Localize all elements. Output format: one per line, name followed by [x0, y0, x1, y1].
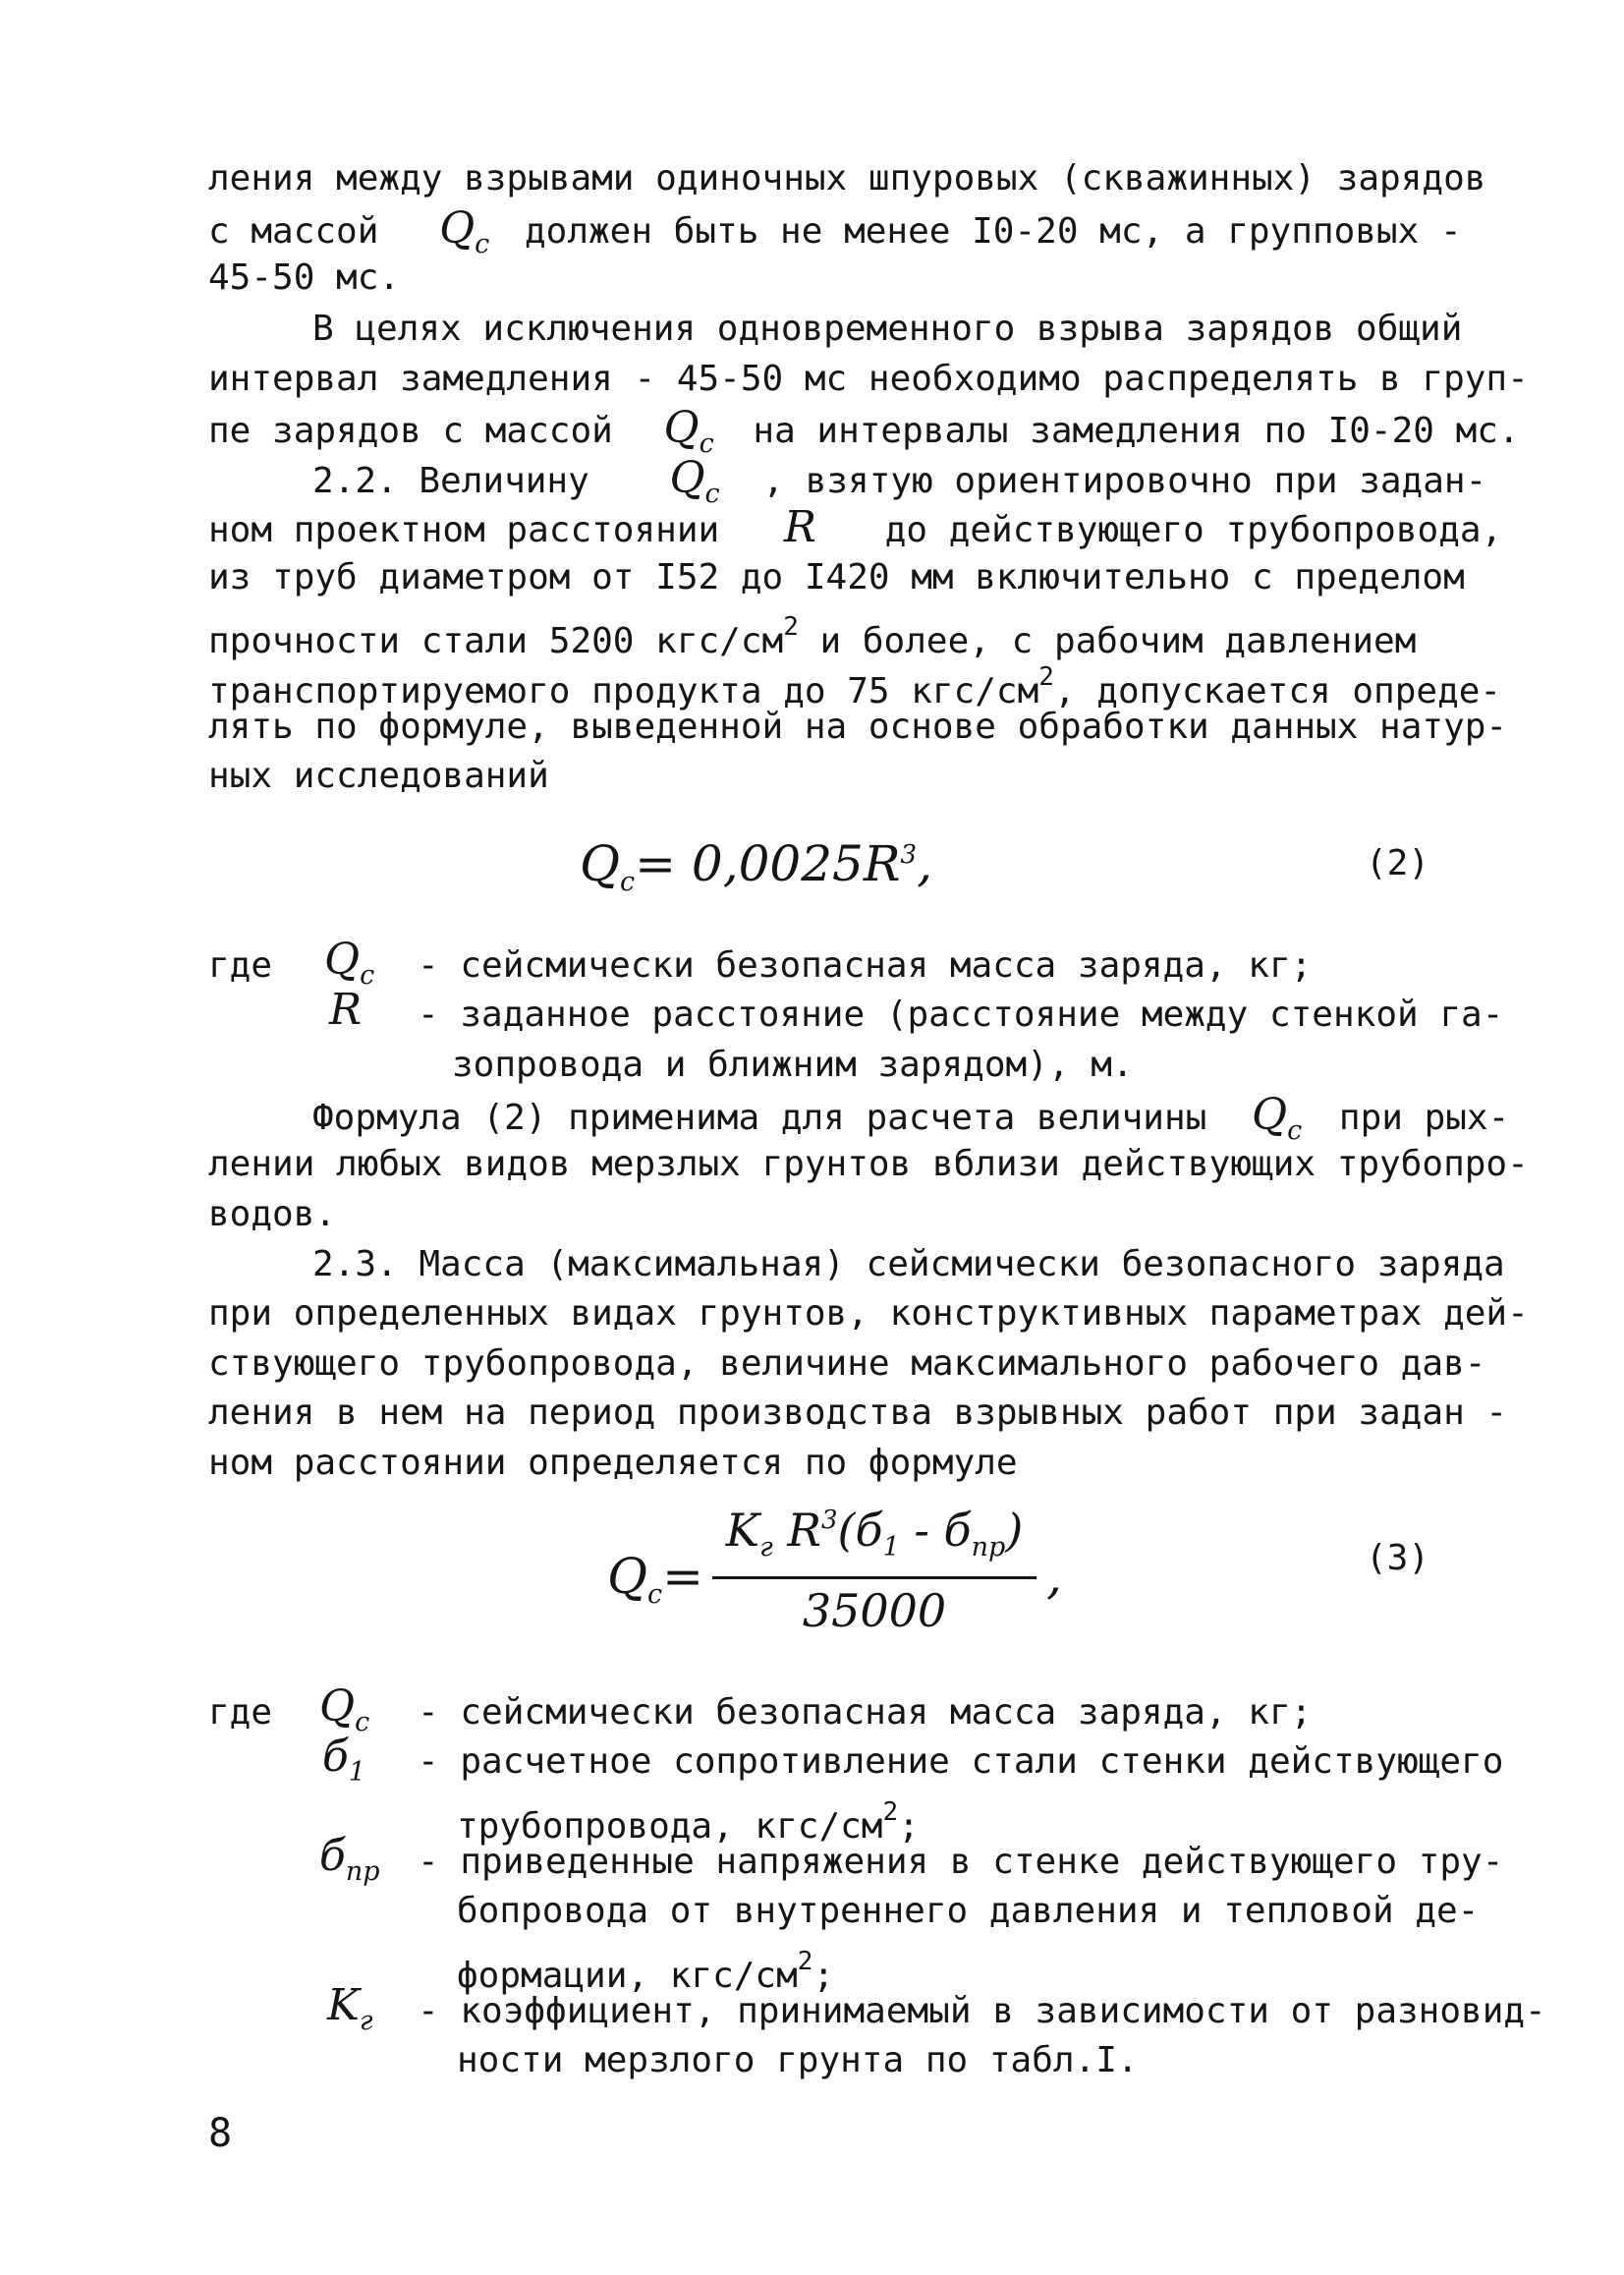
text-line: лять по формуле, выведенной на основе обработки данных натур- — [208, 707, 1508, 747]
text-line: ления между взрывами одиночных шпуровых (скважинных) зарядов — [208, 158, 1486, 199]
symbol-sigma1: $б_1$ — [322, 1732, 366, 1788]
page-number: 8 — [208, 2111, 233, 2156]
text-line: водов. — [208, 1194, 337, 1234]
where-word: где — [208, 945, 273, 986]
text-line: транспортируемого продукта до 75 кгс/$см^2$, допускается опреде- — [208, 662, 1502, 711]
symbol-qc: $Q_c$ — [663, 403, 714, 459]
text-line: лении любых видов мерзлых грунтов вблизи действующих трубопро- — [208, 1144, 1529, 1184]
text-line: В целях исключения одновременного взрыва зарядов общий — [312, 309, 1463, 349]
text-line: 45-50 мс. — [208, 257, 401, 298]
symbol-qc: $Q_c$ — [1252, 1090, 1303, 1146]
equation-number: (2) — [1366, 843, 1430, 883]
definition-qc: - сейсмически безопасная масса заряда, кг; — [418, 1692, 1313, 1733]
text-line: 2.2. Величину $Q_c$ , взятую ориентировочно при задан- — [312, 453, 1487, 509]
text-line: пе зарядов с массой $Q_c$ на интервалы замедления по I0-20 мс. — [208, 403, 1520, 459]
definition-sigma-pr-cont: бопровода от внутреннего давления и тепловой де- — [457, 1891, 1480, 1931]
text-line: ных исследований — [208, 756, 549, 796]
symbol-sigma-pr: $б_{пр}$ — [319, 1831, 380, 1887]
fraction-bar — [712, 1576, 1036, 1579]
symbol-qc: $Q_c$ — [324, 935, 375, 991]
formula-3-tail: , — [1046, 1548, 1062, 1605]
text-line: ления в нем на период производства взрывных работ при задан - — [208, 1393, 1508, 1433]
definition-r: - заданное расстояние (расстояние между стенкой га- — [418, 995, 1504, 1035]
symbol-qc: $Q_c$ — [319, 1681, 370, 1737]
text-line: Формула (2) применима для расчета величины $Q_c$ при рых- — [312, 1090, 1510, 1146]
definition-kg: - коэффициент, принимаемый в зависимости от разновид- — [418, 1991, 1546, 2031]
text-line: ствующего трубопровода, величине максимального рабочего дав- — [208, 1343, 1486, 1384]
definition-kg-cont: ности мерзлого грунта по табл.I. — [457, 2040, 1139, 2080]
text-line: ном расстоянии определяется по формуле — [208, 1443, 1018, 1483]
text-line: прочности стали 5200 кгс/$см^2$ и более, с рабочим давлением — [208, 612, 1417, 661]
formula-2: $Q_c= 0,0025R^3$, — [580, 835, 932, 897]
symbol-kg: $K_г$ — [327, 1980, 373, 2036]
definition-qc: - сейсмически безопасная масса заряда, кг; — [418, 945, 1313, 986]
formula-3-lhs: $Q_c=$ — [607, 1548, 704, 1610]
definition-sigma-pr-cont2: формации, кгс/$см^2$; — [457, 1947, 835, 1996]
equation-number: (3) — [1366, 1538, 1430, 1578]
text-line: из труб диаметром от I52 до I420 мм включительно с пределом — [208, 557, 1465, 597]
text-line: 2.3. Масса (максимальная) сейсмически безопасного заряда — [312, 1244, 1505, 1284]
formula-3-numerator: $K_г$ $R^3(б_1 - б_{пр})$ — [725, 1504, 1024, 1563]
formula-3-denominator: 35000 — [802, 1584, 947, 1637]
definition-sigma1-cont: трубопровода, кгс/$см^2$; — [457, 1797, 920, 1847]
text-line: при определенных видах грунтов, конструктивных параметрах дей- — [208, 1293, 1529, 1334]
definition-sigma-pr: - приведенные напряжения в стенке действующего тру- — [418, 1842, 1504, 1882]
text-line: с массой $Q_c$ должен быть не менее I0-20 мс, а групповых - — [208, 203, 1462, 259]
definition-r-cont: зопровода и ближним зарядом), м. — [452, 1045, 1134, 1085]
where-word: где — [208, 1692, 273, 1733]
symbol-r: R — [783, 502, 816, 552]
symbol-qc: $Q_c$ — [669, 453, 720, 509]
symbol-qc: $Q_c$ — [439, 203, 490, 259]
text-line: ном проектном расстоянии R до действующего трубопровода, — [208, 502, 1503, 552]
symbol-r: R — [329, 985, 363, 1035]
definition-sigma1: - расчетное сопротивление стали стенки действующего — [418, 1741, 1504, 1782]
text-line: интервал замедления - 45-50 мс необходимо распределять в груп- — [208, 359, 1529, 399]
